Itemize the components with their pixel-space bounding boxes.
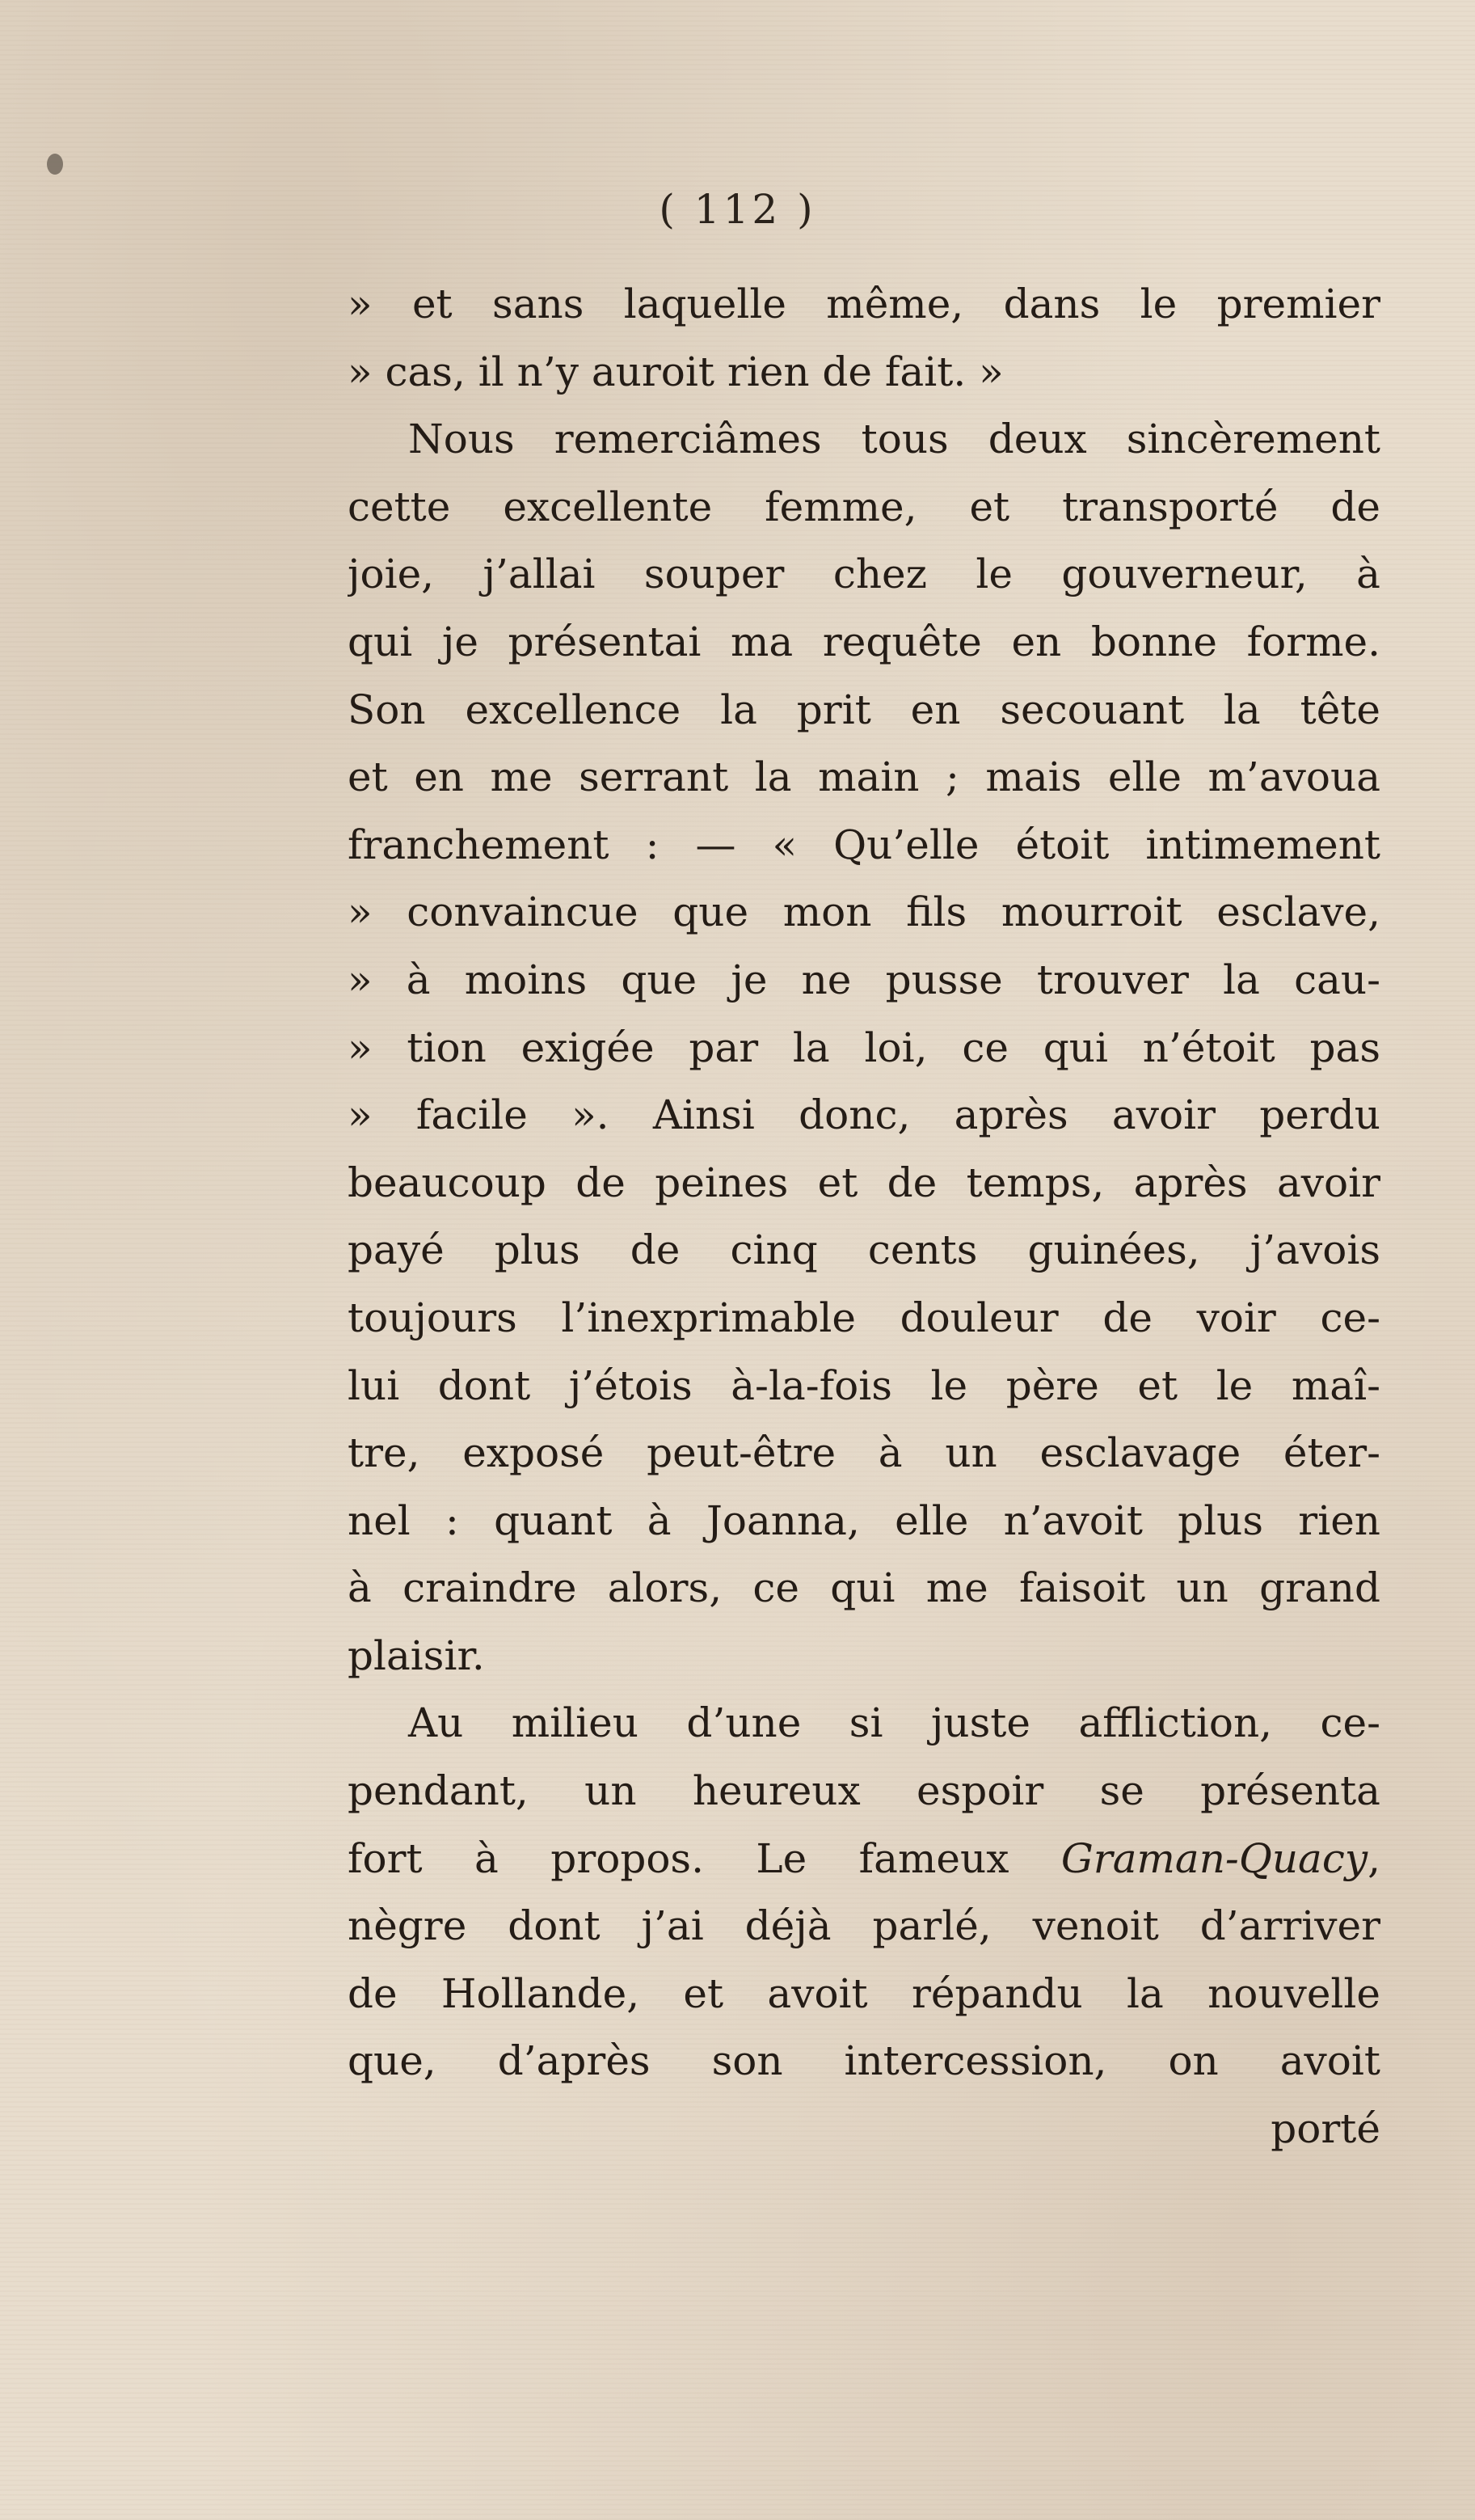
text-line: » cas, il n’y auroit rien de fait. » bbox=[348, 348, 1004, 395]
text-line bbox=[348, 1826, 1380, 1893]
text-line: lui dont j’étois à-la-fois le père et le maî- bbox=[348, 1361, 1380, 1409]
ink-spot bbox=[47, 154, 63, 175]
text-line: payé plus de cinq cents guinées, j’avois bbox=[348, 1226, 1380, 1274]
page-number-header: ( 112 ) bbox=[659, 186, 816, 233]
text-line: Nous remerciâmes tous deux sincèrement bbox=[408, 416, 1380, 463]
text-fragment: , bbox=[1368, 1834, 1380, 1882]
catchword: porté bbox=[1271, 2105, 1380, 2153]
text-line: de Hollande, et avoit répandu la nouvelle bbox=[348, 1969, 1380, 2017]
text-line: que, d’après son intercession, on avoit bbox=[348, 2037, 1380, 2085]
text-line: Au milieu d’une si juste affliction, ce- bbox=[408, 1699, 1380, 1747]
text-line: beaucoup de peines et de temps, après avoir bbox=[348, 1159, 1380, 1206]
text-line: tre, exposé peut-être à un esclavage éter- bbox=[348, 1429, 1380, 1477]
text-line: plaisir. bbox=[348, 1631, 485, 1679]
text-line: à craindre alors, ce qui me faisoit un grand bbox=[348, 1564, 1380, 1612]
text-line: » tion exigée par la loi, ce qui n’étoit pas bbox=[348, 1024, 1380, 1071]
text-fragment: fort à propos. Le fameux bbox=[348, 1834, 1061, 1882]
italic-name: Graman-Quacy bbox=[1060, 1834, 1368, 1882]
text-line: cette excellente femme, et transporté de bbox=[348, 483, 1380, 530]
text-line: et en me serrant la main ; mais elle m’avoua bbox=[348, 753, 1380, 801]
text-line: nègre dont j’ai déjà parlé, venoit d’arriver bbox=[348, 1902, 1380, 1950]
text-line: joie, j’allai souper chez le gouverneur, à bbox=[348, 551, 1380, 598]
text-line: » facile ». Ainsi donc, après avoir perdu bbox=[348, 1091, 1380, 1139]
text-line: » à moins que je ne pusse trouver la cau- bbox=[348, 956, 1380, 1003]
text-line: toujours l’inexprimable douleur de voir ce- bbox=[348, 1294, 1380, 1341]
body-text bbox=[348, 271, 1380, 2163]
text-line: » et sans laquelle même, dans le premier bbox=[348, 281, 1380, 327]
text-line: nel : quant à Joanna, elle n’avoit plus rien bbox=[348, 1496, 1380, 1544]
text-line: pendant, un heureux espoir se présenta bbox=[348, 1767, 1380, 1815]
text-line: qui je présentai ma requête en bonne forme. bbox=[348, 618, 1380, 665]
text-line: franchement : — « Qu’elle étoit intimement bbox=[348, 821, 1380, 868]
text-line: » convaincue que mon fils mourroit esclave, bbox=[348, 889, 1380, 936]
text-line: Son excellence la prit en secouant la tête bbox=[348, 686, 1380, 733]
